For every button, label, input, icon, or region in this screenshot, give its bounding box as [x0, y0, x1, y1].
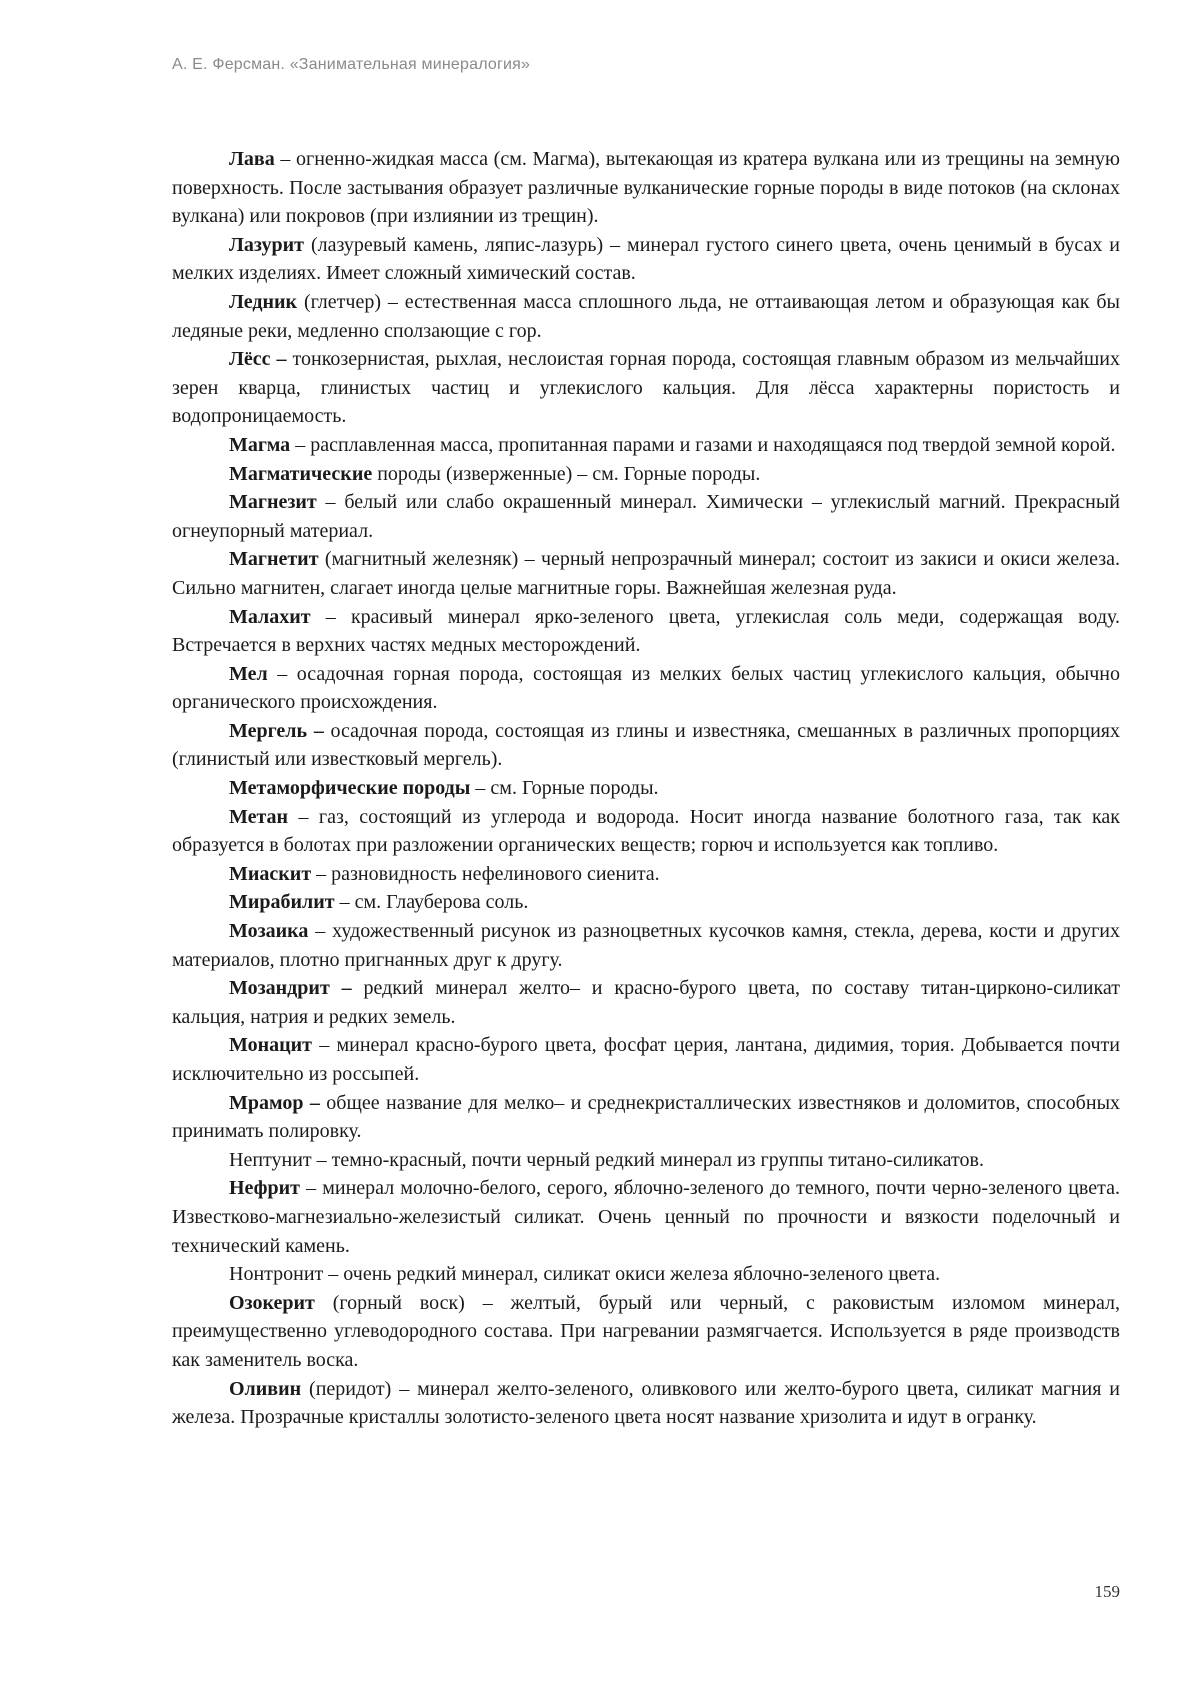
entry-term: Мозаика [229, 920, 309, 943]
entry-term: Озокерит [229, 1291, 315, 1314]
page-number: 159 [1094, 1582, 1120, 1601]
entry-term: Метаморфические породы [229, 777, 471, 800]
entry-definition: породы (изверженные) – см. Горные породы. [372, 462, 761, 485]
glossary-entry [172, 974, 1120, 1031]
glossary-entry [172, 774, 1120, 803]
entry-definition: – расплавленная масса, пропитанная парами и газами и находящаяся под твердой земной корой. [290, 433, 1116, 456]
entry-definition: (магнитный железняк) – черный непрозрачный минерал; состоит из закиси и окиси железа. Сильно магнитен, слагает иногда целые магнитные горы. Важнейшая железная руда. [172, 548, 1120, 599]
glossary-entry [172, 288, 1120, 345]
entry-definition: (горный воск) – желтый, бурый или черный, с раковистым изломом минерал, преимущественно углеводородного состава. При нагревании размягчается. Используется в ряде производств как заменитель воска. [172, 1291, 1120, 1371]
entry-definition: – художественный рисунок из разноцветных кусочков камня, стекла, дерева, кости и других материалов, плотно пригнанных друг к другу. [172, 920, 1120, 971]
glossary-entry [172, 1174, 1120, 1260]
glossary-entry [172, 860, 1120, 889]
entry-definition: – осадочная горная порода, состоящая из мелких белых частиц углекислого кальция, обычно органического происхождения. [172, 662, 1120, 714]
glossary-entry [172, 1260, 1120, 1289]
entry-definition: – минерал красно-бурого цвета, фосфат церия, лантана, дидимия, тория. Добывается почти исключительно из россыпей. [172, 1034, 1120, 1085]
entry-term: Оливин [229, 1377, 302, 1400]
glossary-entry [172, 460, 1120, 489]
glossary-entry [172, 1089, 1120, 1146]
glossary-entry [172, 545, 1120, 602]
entry-term: Малахит [229, 605, 311, 628]
glossary-entry [172, 1031, 1120, 1088]
entry-definition: (лазуревый камень, ляпис-лазурь) – минерал густого синего цвета, очень ценимый в бусах и мелких изделиях. Имеет сложный химический состав. [172, 233, 1120, 285]
entry-definition: тонкозернистая, рыхлая, неслоистая горная порода, состоящая главным образом из мельчайших зерен кварца, глинистых частиц и углекислого кальция. Для лёсса характерны пористость и водопроницаемость. [172, 348, 1120, 428]
glossary-entry [172, 488, 1120, 545]
entry-term: Лазурит [229, 233, 304, 256]
entry-term: Нефрит [229, 1177, 300, 1200]
entry-term: Ледник [229, 290, 298, 313]
glossary-entry [172, 660, 1120, 717]
entry-definition: – огненно-жидкая масса (см. Магма), вытекающая из кратера вулкана или из трещины на земную поверхность. После застывания образует различные вулканические горные породы в виде потоков (на склонах вулкана) или покровов (при излиянии из трещин). [172, 148, 1120, 228]
glossary-entry [172, 345, 1120, 431]
entry-term: Мергель – [229, 719, 324, 742]
glossary-entry [172, 1375, 1120, 1432]
glossary-entry [172, 1146, 1120, 1175]
entry-definition: – см. Глауберова соль. [334, 891, 529, 914]
glossary-entries [172, 145, 1120, 1432]
entry-term: Мирабилит [229, 891, 335, 914]
entry-definition: – белый или слабо окрашенный минерал. Химически – углекислый магний. Прекрасный огнеупорный материал. [172, 491, 1120, 542]
entry-term: Лава [229, 148, 275, 170]
entry-definition: редкий минерал желто– и красно-бурого цвета, по составу титан-цирконо-силикат кальция, натрия и редких земель. [172, 977, 1120, 1028]
entry-term: Магматические [229, 462, 373, 485]
entry-term: Монацит [229, 1034, 313, 1057]
entry-term: Метан [229, 805, 289, 828]
entry-definition: – разновидность нефелинового сиенита. [311, 862, 660, 885]
entry-definition: – газ, состоящий из углерода и водорода. Носит иногда название болотного газа, так как образуется в болотах при разложении органических веществ; горюч и используется как топливо. [172, 805, 1120, 857]
entry-term: Магнетит [229, 548, 319, 571]
glossary-entry [172, 717, 1120, 774]
glossary-entry [172, 1289, 1120, 1375]
glossary-entry [172, 917, 1120, 974]
entry-definition: Нонтронит – очень редкий минерал, силикат окиси железа яблочно-зеленого цвета. [229, 1263, 941, 1286]
entry-term: Магма [229, 433, 291, 456]
entry-term: Магнезит [229, 491, 317, 514]
entry-definition: (глетчер) – естественная масса сплошного льда, не оттаивающая летом и образующая как бы ледяные реки, медленно сползающие с гор. [172, 290, 1120, 342]
entry-term: Мрамор – [229, 1091, 320, 1114]
entry-term: Лёсс – [229, 348, 287, 371]
entry-term: Мозандрит – [229, 977, 352, 1000]
running-header: А. Е. Ферсман. «Занимательная минералогия» [172, 56, 531, 73]
glossary-entry [172, 145, 1120, 231]
entry-definition: (перидот) – минерал желто-зеленого, оливкового или желто-бурого цвета, силикат магния и железа. Прозрачные кристаллы золотисто-зеленого цвета носят название хризолита и идут в огранку. [172, 1377, 1120, 1429]
glossary-entry [172, 431, 1120, 460]
glossary-entry [172, 803, 1120, 860]
entry-term: Миаскит [229, 862, 312, 885]
entry-definition: – красивый минерал ярко-зеленого цвета, углекислая соль меди, содержащая воду. Встречается в верхних частях медных месторождений. [172, 605, 1120, 657]
entry-definition: – см. Горные породы. [470, 777, 659, 800]
entry-definition: общее название для мелко– и среднекристаллических известняков и доломитов, способных принимать полировку. [172, 1091, 1121, 1143]
entry-definition: Нептунит – темно-красный, почти черный редкий минерал из группы титано-силикатов. [229, 1148, 984, 1171]
entry-term: Мел [229, 662, 268, 685]
glossary-entry [172, 231, 1120, 288]
entry-definition: – минерал молочно-белого, серого, яблочно-зеленого до темного, почти черно-зеленого цвета. Известково-магнезиально-железистый силикат. Очень ценный по прочности и вязкости поделочный и технический камень. [172, 1177, 1120, 1257]
glossary-entry [172, 888, 1120, 917]
glossary-entry [172, 603, 1120, 660]
entry-definition: осадочная порода, состоящая из глины и известняка, смешанных в различных пропорциях (глинистый или известковый мергель). [172, 719, 1120, 771]
